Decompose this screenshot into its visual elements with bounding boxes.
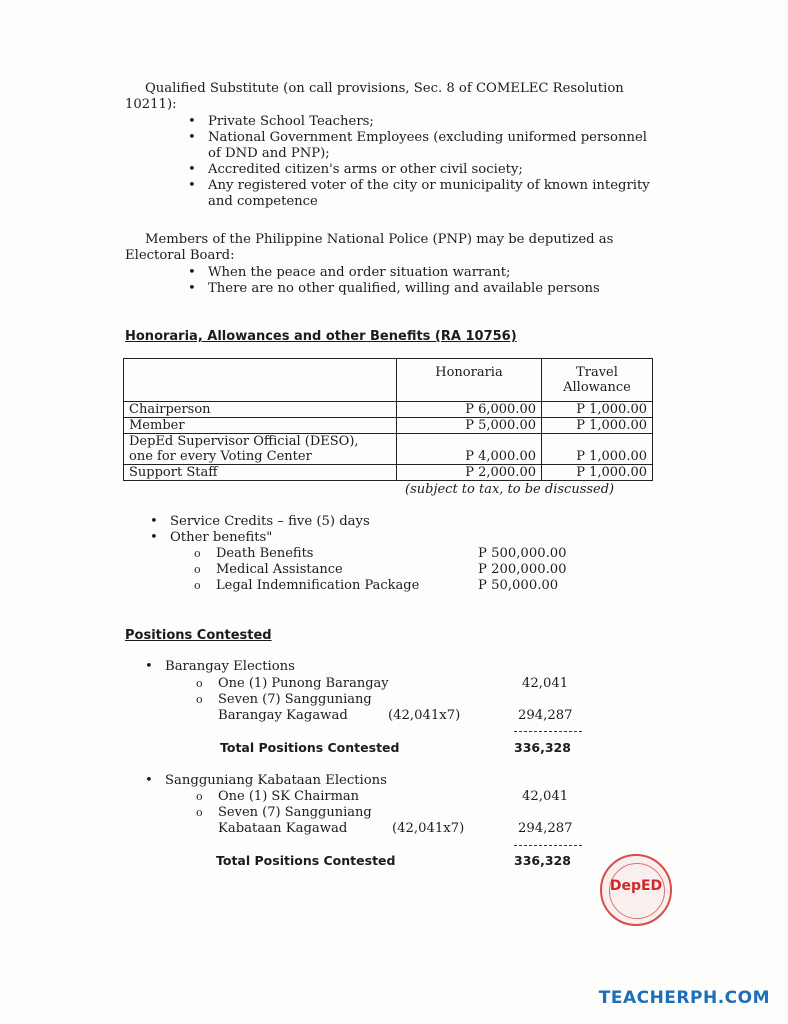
tax-note: (subject to tax, to be discussed) [405, 482, 615, 497]
deped-stamp-icon: DepED [600, 854, 672, 926]
list-item: • National Government Employees (excluding uniformed personnel [208, 130, 650, 146]
pnp-intro-line2: Electoral Board: [125, 248, 235, 263]
benefit-legal: o Legal Indemnification Package [216, 578, 419, 594]
sk-item-kagawad: o Seven (7) Sangguniang [218, 805, 372, 821]
benefit-legal-amount: P 50,000.00 [478, 578, 559, 593]
benefit-medical-amount: P 200,000.00 [478, 562, 567, 577]
list-item: of DND and PNP); [208, 146, 330, 161]
list-item: • Any registered voter of the city or municipality of known integrity [208, 178, 650, 194]
barangay-section [165, 659, 295, 675]
table-row: Support Staff P 2,000.00 P 1,000.00 [124, 465, 653, 481]
table-row: DepEd Supervisor Official (DESO), one for every Voting Center P 4,000.00 P 1,000.00 [124, 434, 653, 465]
pnp-list [208, 265, 600, 297]
list-item: • Other benefits" [170, 530, 370, 546]
barangay-item-kagawad-line2: Barangay Kagawad [218, 708, 348, 723]
substitute-intro-line2: 10211): [125, 97, 177, 112]
sk-item-kagawad-calc: (42,041x7) [392, 821, 465, 836]
positions-heading: Positions Contested [125, 628, 272, 643]
barangay-total-value: 336,328 [514, 740, 571, 755]
sum-divider [514, 731, 582, 732]
honoraria-heading: Honoraria, Allowances and other Benefits (RA 10756) [125, 329, 517, 344]
substitute-intro-line1: Qualified Substitute (on call provisions, Sec. 8 of COMELEC Resolution [145, 81, 624, 96]
substitute-list [208, 114, 650, 210]
sk-total-label: Total Positions Contested [216, 853, 396, 868]
sk-item-chairman: o One (1) SK Chairman [218, 789, 359, 805]
barangay-item-punong: o One (1) Punong Barangay [218, 676, 389, 692]
barangay-item-kagawad-calc: (42,041x7) [388, 708, 461, 723]
barangay-item-kagawad-value: 294,287 [518, 708, 573, 723]
list-item: • Private School Teachers; [208, 114, 650, 130]
list-item: • Accredited citizen's arms or other civil society; [208, 162, 650, 178]
sk-total-value: 336,328 [514, 853, 571, 868]
barangay-item-punong-value: 42,041 [522, 676, 569, 691]
pnp-intro-line1: Members of the Philippine National Police (PNP) may be deputized as [145, 232, 614, 247]
list-item: and competence [208, 194, 318, 209]
honoraria-table [123, 358, 653, 481]
list-item: • Sangguniang Kabataan Elections [165, 773, 387, 789]
table-row: Chairperson P 6,000.00 P 1,000.00 [124, 402, 653, 418]
list-item: • There are no other qualified, willing and available persons [208, 281, 600, 297]
site-watermark: TEACHERPH.COM [598, 988, 770, 1008]
sk-item-kagawad-value: 294,287 [518, 821, 573, 836]
barangay-total-label: Total Positions Contested [220, 740, 400, 755]
sum-divider [514, 845, 582, 846]
benefit-medical: o Medical Assistance [216, 562, 343, 578]
list-item: • Service Credits – five (5) days [170, 514, 370, 530]
list-item: • Barangay Elections [165, 659, 295, 675]
sk-item-kagawad-line2: Kabataan Kagawad [218, 821, 348, 836]
list-item: • When the peace and order situation warrant; [208, 265, 600, 281]
table-header-blank [124, 359, 397, 402]
barangay-item-kagawad: o Seven (7) Sangguniang [218, 692, 372, 708]
sk-item-chairman-value: 42,041 [522, 789, 569, 804]
benefits-list [170, 514, 370, 546]
benefit-death-amount: P 500,000.00 [478, 546, 567, 561]
sk-section [165, 773, 387, 789]
table-header-travel: Travel Allowance [542, 359, 653, 402]
table-row: Member P 5,000.00 P 1,000.00 [124, 418, 653, 434]
benefit-death: o Death Benefits [216, 546, 313, 562]
table-header-honoraria: Honoraria [397, 359, 542, 402]
